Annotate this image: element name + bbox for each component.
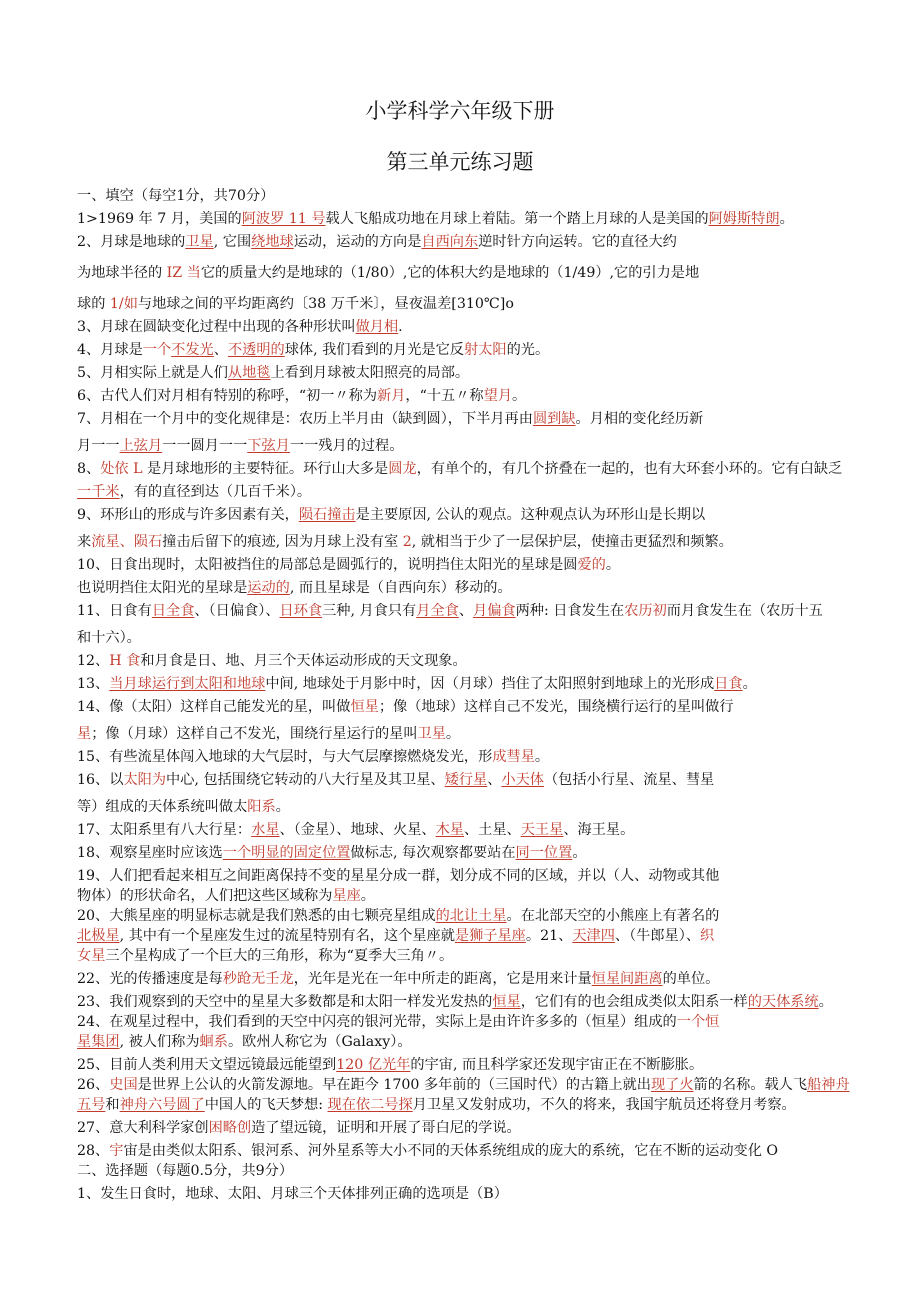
answer-text: 流星、陨石 (91, 534, 163, 550)
answer-text: 阿姆斯特朗 (708, 211, 780, 227)
question-line-q6 (77, 386, 905, 406)
answer-text: 阿波罗 11 号 (241, 211, 326, 227)
answer-text: 宇 (109, 1143, 124, 1159)
question-line-q9b (77, 532, 905, 552)
question-line-q2c (77, 294, 905, 314)
answer-text: 木星 (435, 822, 464, 838)
question-text: 18、观察星座时应该选 (77, 845, 223, 861)
question-text: 26、 (77, 1077, 110, 1093)
question-line-q1 (77, 209, 905, 229)
question-text: 的光。 (506, 342, 550, 358)
question-text: 13、 (77, 676, 110, 692)
answer-text: 水星 (251, 822, 280, 838)
answer-text: 女星 (77, 948, 106, 964)
question-text: 和 (105, 1097, 120, 1113)
question-text: 。 (360, 888, 375, 904)
question-text: 一一圆月一一 (162, 438, 248, 454)
answer-text: 天津四 (572, 928, 615, 944)
answer-text: 月全食 (416, 603, 459, 619)
question-line-q9a (77, 505, 905, 525)
question-text: 12、 (77, 653, 110, 669)
answer-text: 爱的 (577, 557, 606, 573)
question-line-q4 (77, 340, 905, 360)
question-text: , 它围 (213, 234, 252, 250)
question-line-q2b (77, 263, 905, 283)
question-text: 。在北部天空的小熊座上有著名的 (506, 908, 720, 924)
question-text: , 就相当于少了一层保护层，使撞击更猛烈和频繁。 (411, 534, 733, 550)
answer-text: 不透明的 (227, 342, 285, 358)
question-text: 16、以 (77, 772, 124, 788)
question-text: 为地球半径的 (77, 265, 167, 281)
question-line-c1 (77, 1184, 905, 1204)
question-line-q26a (77, 1075, 905, 1095)
question-text: 2、月球是地球的 (77, 234, 186, 250)
question-line-q12 (77, 651, 905, 671)
answer-text: 一个恒 (676, 1014, 720, 1030)
question-text: 3、月球在圆缺变化过程中出现的各种形状叫 (77, 319, 356, 335)
question-text: , 而且星球是（自西向东）移动的。 (289, 580, 512, 596)
question-text: 做标志, 每次观察都要站在 (350, 845, 516, 861)
question-line-q8a (77, 459, 905, 479)
question-text: 。 (742, 676, 757, 692)
answer-text: 神舟六号圆了 (119, 1097, 205, 1113)
question-text: 造了望远镜，证明和开展了哥白尼的学说。 (251, 1120, 521, 1136)
question-text: 一、填空（每空1分，共70分） (77, 188, 275, 204)
answer-text: 一个 (142, 342, 172, 358)
question-text: 。 (605, 557, 621, 573)
answer-text: 船神舟 (807, 1077, 850, 1093)
question-text: 5、月相实际上就是人们 (77, 365, 228, 381)
question-text: 月一一 (77, 438, 120, 454)
answer-text: 星集团 (77, 1034, 120, 1050)
question-line-q24a (77, 1012, 905, 1032)
answer-text: 恒星 (492, 994, 521, 1010)
page-subtitle: 第三单元练习题 (386, 150, 534, 174)
question-text: 20、大熊星座的明显标志就是我们熟悉的由七颗亮星组成 (77, 908, 436, 924)
answer-text: 1/如 (109, 296, 138, 312)
question-line-q16a (77, 770, 905, 790)
question-text: 一一残月的过程。 (289, 438, 404, 454)
question-text: 、海王星。 (563, 822, 635, 838)
question-line-q23 (77, 992, 905, 1012)
question-text: ，有单个的，有几个挤叠在一起的，也有大环套小环的。它有白缺乏 (416, 461, 843, 477)
question-text: 、 (487, 772, 502, 788)
question-text: 与地球之间的平均距离约〔38 万千米〕，昼夜温差[310℃]o (137, 296, 514, 312)
answer-text: 一千米 (77, 484, 120, 500)
question-line-q19b (77, 886, 905, 906)
question-text: 。 (572, 845, 587, 861)
question-text: 1、发生日食时，地球、太阳、月球三个天体排列正确的选项是（B） (77, 1186, 508, 1202)
question-list (77, 186, 905, 1204)
question-line-q10b (77, 578, 905, 598)
question-text: 、土星、 (463, 822, 521, 838)
question-line-q21b (77, 946, 905, 966)
answer-text: 阳系 (247, 799, 276, 815)
question-line-q27 (77, 1118, 905, 1138)
question-text: 是世界上公认的火箭发源地。早在距今 1700 多年前的（三国时代）的古籍上就出 (137, 1077, 651, 1093)
question-text: 10、日食出现时，太阳被挡住的局部总是圆弧行的，说明挡住太阳光的星球是圆 (77, 557, 578, 573)
answer-text: 处依 L (100, 461, 143, 477)
question-text: 撞击后留下的痕迹, 因为月球上没有室 (162, 534, 403, 550)
answer-text: 下弦月 (247, 438, 290, 454)
question-text: ，光年是光在一年中所走的距离，它是用来计量 (293, 971, 592, 987)
answer-text: 太阳为 (123, 772, 167, 788)
question-text: 4、月球是 (77, 342, 143, 358)
question-text: 两种: 日食发生在 (515, 603, 625, 619)
answer-text: 望月 (483, 388, 513, 404)
answer-text: 当月球运行到太阳和地球 (109, 676, 266, 692)
answer-text: 2 (402, 534, 412, 550)
question-text: 箭的名称。载人飞 (693, 1077, 808, 1093)
question-text: 。 (534, 749, 550, 765)
answer-text: 织 (700, 928, 715, 944)
question-line-q28 (77, 1141, 905, 1161)
question-text: 、（日偏食）、 (194, 603, 280, 619)
question-text: 。 (445, 726, 461, 742)
question-line-q20b (77, 926, 905, 946)
answer-text: 陨石撞击 (298, 507, 356, 523)
question-text: 、（牛郎星）、 (614, 928, 701, 944)
question-text: ，有的直径到达（几百千米）。 (119, 484, 312, 500)
question-text: 。欧州人称它为（Galaxy）。 (227, 1034, 412, 1050)
answer-text: 星 (77, 726, 92, 742)
question-text: 15、有些流星体闯入地球的大气层时，与大气层摩擦燃烧发光，形 (77, 749, 493, 765)
answer-text: 绕地球 (251, 234, 294, 250)
question-text: 23、我们观察到的天空中的星星大多数都是和太阳一样发光发热的 (77, 994, 493, 1010)
answer-text: 从地毯 (227, 365, 271, 381)
question-text: 逆时针方向运转。它的直径大约 (478, 234, 677, 250)
question-text: 三个星构成了一个巨大的三角形，称为“夏季大三角〃。 (105, 948, 454, 964)
question-text: 14、像（太阳）这样自己能发光的星，叫做 (77, 699, 351, 715)
question-text: 。 (779, 211, 794, 227)
answer-text: 日全食 (151, 603, 195, 619)
answer-text: 农历初 (624, 603, 667, 619)
question-text: 24、在观星过程中，我们看到的天空中闪亮的银河光带，实际上是由许许多多的（恒星）组成的 (77, 1014, 677, 1030)
question-line-q15 (77, 747, 905, 767)
answer-text: 成彗星 (492, 749, 535, 765)
question-line-q5 (77, 363, 905, 383)
answer-text: 矮行星 (444, 772, 488, 788)
section-heading-s1 (77, 186, 905, 206)
question-text: 中间, 地球处于月影中时，因（月球）挡住了太阳照射到地球上的光形成 (265, 676, 715, 692)
question-text: 27、意大利科学家创 (77, 1120, 209, 1136)
question-text: 9、环形山的形成与许多因素有关， (77, 507, 299, 523)
question-line-q17 (77, 820, 905, 840)
answer-text: 同一位置 (515, 845, 573, 861)
question-text: 11、日食有 (77, 603, 152, 619)
question-text: 19、人们把看起来相互之间距离保持不变的星星分成一群，划分成不同的区域，并以（人、动物或其他 (77, 868, 720, 884)
question-text: ；像（月球）这样自己不发光，围绕行星运行的星叫 (91, 726, 418, 742)
answer-text: 运动的 (247, 580, 290, 596)
answer-text: 做月相 (355, 319, 399, 335)
answer-text: 卫星 (185, 234, 214, 250)
question-text: 也说明挡住太阳光的星球是 (77, 580, 248, 596)
answer-text: 圆到缺 (532, 411, 576, 427)
answer-text: 月偏食 (473, 603, 516, 619)
answer-text: 困略创 (208, 1120, 252, 1136)
question-text: 二、选择题（每题0.5分，共9分） (77, 1163, 294, 1179)
answer-text: 120 亿光年 (336, 1057, 411, 1073)
answer-text: 北极星 (77, 928, 120, 944)
question-text: 、 (458, 603, 474, 619)
question-line-q3 (77, 317, 905, 337)
answer-text: IZ 当 (166, 265, 201, 281)
question-text: 运动，运动的方向是 (293, 234, 422, 250)
question-text: 28、 (77, 1143, 110, 1159)
question-text: 。月相的变化经历新 (575, 411, 704, 427)
question-line-q7b (77, 436, 905, 456)
answer-text: 星座 (332, 888, 361, 904)
question-text: 22、光的传播速度是每 (77, 971, 223, 987)
question-line-q11b (77, 628, 905, 648)
question-text: 6、古代人们对月相有特别的称呼，“初一〃称为 (77, 388, 378, 404)
question-text: 25、目前人类利用天文望远镜最远能望到 (77, 1057, 337, 1073)
question-line-q16b (77, 797, 905, 817)
question-line-q22 (77, 969, 905, 989)
question-text: ，“十五〃称 (405, 388, 484, 404)
question-line-q2a (77, 232, 905, 252)
answer-text: 日食 (714, 676, 743, 692)
question-text: 17、太阳系里有八大行星： (77, 822, 252, 838)
question-text: 7、月相在一个月中的变化规律是：农历上半月由（缺到圆），下半月再由 (77, 411, 533, 427)
question-line-q11a (77, 601, 905, 621)
page-title: 小学科学六年级下册 (365, 99, 555, 123)
answer-text: 卫星 (417, 726, 446, 742)
question-line-q14b (77, 724, 905, 744)
question-text: ，它们有的也会组成类似太阳系一样 (520, 994, 748, 1010)
answer-text: H 食 (109, 653, 141, 669)
answer-text: 蛔系 (199, 1034, 228, 1050)
answer-text: 自西向东 (421, 234, 479, 250)
question-text: 球的 (77, 296, 110, 312)
answer-text: 五号 (77, 1097, 106, 1113)
question-text: 。21、 (525, 928, 573, 944)
question-text: 和月食是日、地、月三个天体运动形成的天文现象。 (140, 653, 467, 669)
answer-text: 的北让土星 (435, 908, 507, 924)
answer-text: 史国 (109, 1077, 138, 1093)
question-text: , 其中有一个星座发生过的流星特别有名，这个星座就 (119, 928, 455, 944)
answer-text: 恒星间距离 (591, 971, 663, 987)
question-text: 、（金星）、地球、火星、 (279, 822, 436, 838)
question-line-q20a (77, 906, 905, 926)
question-text: 是月球地形的主要特征。环行山大多是 (142, 461, 389, 477)
question-text: 上看到月球被太阳照亮的局部。 (270, 365, 470, 381)
question-text: 和十六）。 (77, 630, 141, 646)
question-text: 1>1969 年 7 月，美国的 (77, 211, 242, 227)
question-text: 8、 (77, 461, 101, 477)
question-text: 中心, 包括围绕它转动的八大行星及其卫星、 (166, 772, 445, 788)
answer-text: 现了火 (650, 1077, 694, 1093)
answer-text: 不发光 (171, 342, 214, 358)
question-text: 三种, 月食只有 (322, 603, 417, 619)
question-text: 中国人的飞天梦想: (204, 1097, 328, 1113)
question-text: 的单位。 (662, 971, 720, 987)
question-text: 来 (77, 534, 92, 550)
question-text: 它的质量大约是地球的（1/80）,它的体积大约是地球的（1/49）,它的引力是地 (200, 265, 700, 281)
answer-text: 天王星 (520, 822, 564, 838)
question-text: , 被人们称为 (119, 1034, 200, 1050)
answer-text: 秒跄无壬龙 (222, 971, 294, 987)
question-text: 而月食发生在（农历十五 (666, 603, 823, 619)
answer-text: 恒星 (350, 699, 379, 715)
question-text: 。 (818, 994, 833, 1010)
question-line-q14a (77, 697, 905, 717)
question-text: 球体, 我们看到的月光是它反 (284, 342, 464, 358)
question-text: 。 (512, 388, 527, 404)
question-line-q10a (77, 555, 905, 575)
question-text: 的宇宙, 而且科学家还发现宇宙正在不断膨胀。 (410, 1057, 704, 1073)
question-text: 、 (213, 342, 228, 358)
question-line-q7a (77, 409, 905, 429)
answer-text: 的天体系统 (747, 994, 819, 1010)
question-text: 物体）的形状命名，人们把这些区域称为 (77, 888, 333, 904)
question-text: . (398, 319, 403, 335)
answer-text: 小天体 (501, 772, 544, 788)
answer-text: 射太阳 (464, 342, 507, 358)
question-line-q26b (77, 1095, 905, 1115)
question-text: 载人飞船成功地在月球上着陆。第一个踏上月球的人是美国的 (325, 211, 709, 227)
answer-text: 圆龙 (388, 461, 417, 477)
question-text: 等）组成的天体系统叫做太 (77, 799, 248, 815)
question-text: 月卫星又发射成功，不久的将来，我国宇航员还将登月考察。 (412, 1097, 796, 1113)
answer-text: 上弦月 (119, 438, 163, 454)
question-text: 宙是由类似太阳系、银河系、河外星系等大小不同的天体系统组成的庞大的系统，它在不断的运动变化 O (123, 1143, 779, 1159)
question-text: ；像（地球）这样自己不发光，围绕横行运行的星叫做行 (378, 699, 734, 715)
answer-text: 一个明显的固定位置 (222, 845, 351, 861)
question-line-q19a (77, 866, 905, 886)
answer-text: 新月 (377, 388, 406, 404)
question-line-q13 (77, 674, 905, 694)
question-line-q24b (77, 1032, 905, 1052)
question-text: （包括小行星、流星、彗星 (543, 772, 715, 788)
question-line-q8b (77, 482, 905, 502)
question-line-q25 (77, 1055, 905, 1075)
section-heading-s2 (77, 1161, 905, 1181)
question-text: 。 (275, 799, 290, 815)
question-line-q18 (77, 843, 905, 863)
answer-text: 现在依二号探 (327, 1097, 413, 1113)
question-text: 是主要原因, 公认的观点。这种观点认为环形山是长期以 (355, 507, 706, 523)
answer-text: 日环食 (279, 603, 323, 619)
answer-text: 是狮子星座 (454, 928, 526, 944)
